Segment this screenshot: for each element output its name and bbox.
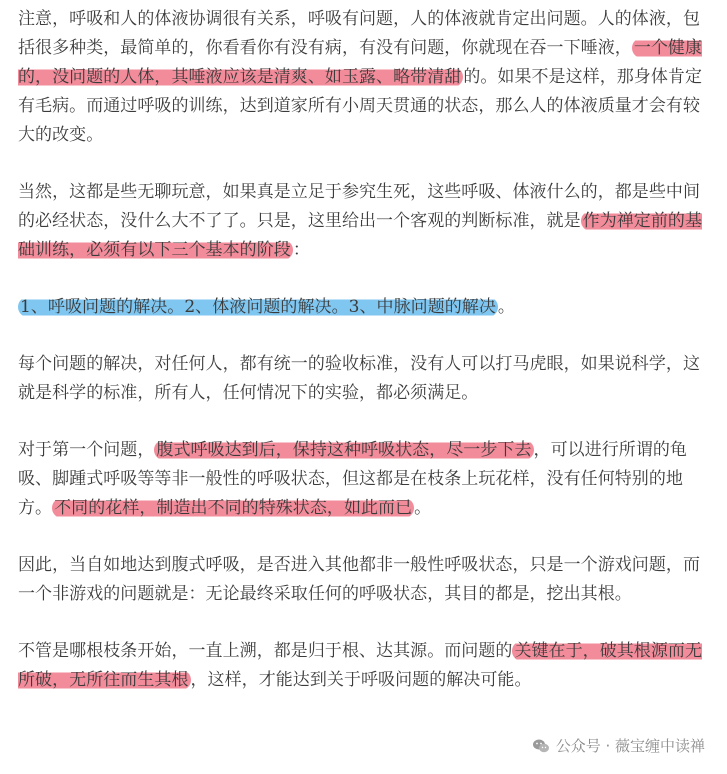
text-run: 当然，这都是些无聊玩意，如果真是立足于参究生死，这些呼吸、体液什么的，都是些中间的必经状态，没什么大不了了。只是，这里给出一个客观的判断标准，就是 (18, 182, 700, 231)
paragraph-4: 每个问题的解决，对任何人，都有统一的验收标准，没有人可以打马虎眼，如果说科学，这就是科学的标准，所有人，任何情况下的实验，都必须满足。 (18, 354, 700, 403)
text-run: 不管是哪根枝条开始，一直上溯，都是归于根、达其源。而问题的 (18, 641, 513, 661)
paragraph-1 (18, 5, 710, 150)
highlight-red: 腹式呼吸达到后，保持这种呼吸状态，尽一步下去 (156, 440, 532, 460)
highlight-red: 关键在于，破其根源而无所破，无所往而生其根 (18, 641, 703, 690)
text-run: 的。如果不是这样，那身体肯定有毛病。而通过呼吸的训练，达到道家所有小周天贯通的状态，那么人的体液质量才会有较大的改变。 (18, 67, 703, 145)
text-run: 。 (414, 498, 432, 518)
text-run: 对于第一个问题， (18, 440, 155, 460)
watermark-text: 公众号 · 薇宝缠中读禅 (555, 737, 705, 755)
article-body (18, 5, 710, 695)
paragraph-2 (18, 178, 710, 265)
text-run: ： (292, 240, 310, 260)
paragraph-3 (18, 293, 710, 322)
text-run: 注意，呼吸和人的体液协调很有关系，呼吸有问题，人的体液就肯定出问题。人的体液，包括很多种类，最简单的，你看看你有没有病，有没有问题，你就现在吞一下唾液， (18, 9, 700, 58)
text-run: 。 (497, 297, 515, 317)
paragraph-5 (18, 436, 710, 523)
highlight-red: 不同的花样，制造出不同的特殊状态，如此而已 (54, 498, 413, 518)
paragraph-7 (18, 637, 710, 695)
highlight-red: 一个健康的，没问题的人体，其唾液应该是清爽、如玉露、略带清甜 (18, 38, 703, 87)
text-run: ，这样，才能达到关于呼吸问题的解决可能。 (190, 670, 532, 690)
highlight-blue: 1、呼吸问题的解决。2、体液问题的解决。3、中脉问题的解决 (20, 297, 496, 317)
paragraph-6: 因此，当自如地达到腹式呼吸，是否进入其他都非一般性呼吸状态，只是一个游戏问题，而一个非游戏的问题就是：无论最终采取任何的呼吸状态，其目的都是，挖出其根。 (18, 555, 700, 604)
wechat-icon (532, 737, 550, 755)
text-run: ，可以进行所谓的龟吸、脚踵式呼吸等等非一般性的呼吸状态，但这都是在枝条上玩花样，没有任何特别的地方。 (18, 440, 687, 518)
highlight-red: 作为禅定前的基础训练，必须有以下三个基本的阶段 (18, 211, 703, 260)
watermark (532, 735, 705, 756)
